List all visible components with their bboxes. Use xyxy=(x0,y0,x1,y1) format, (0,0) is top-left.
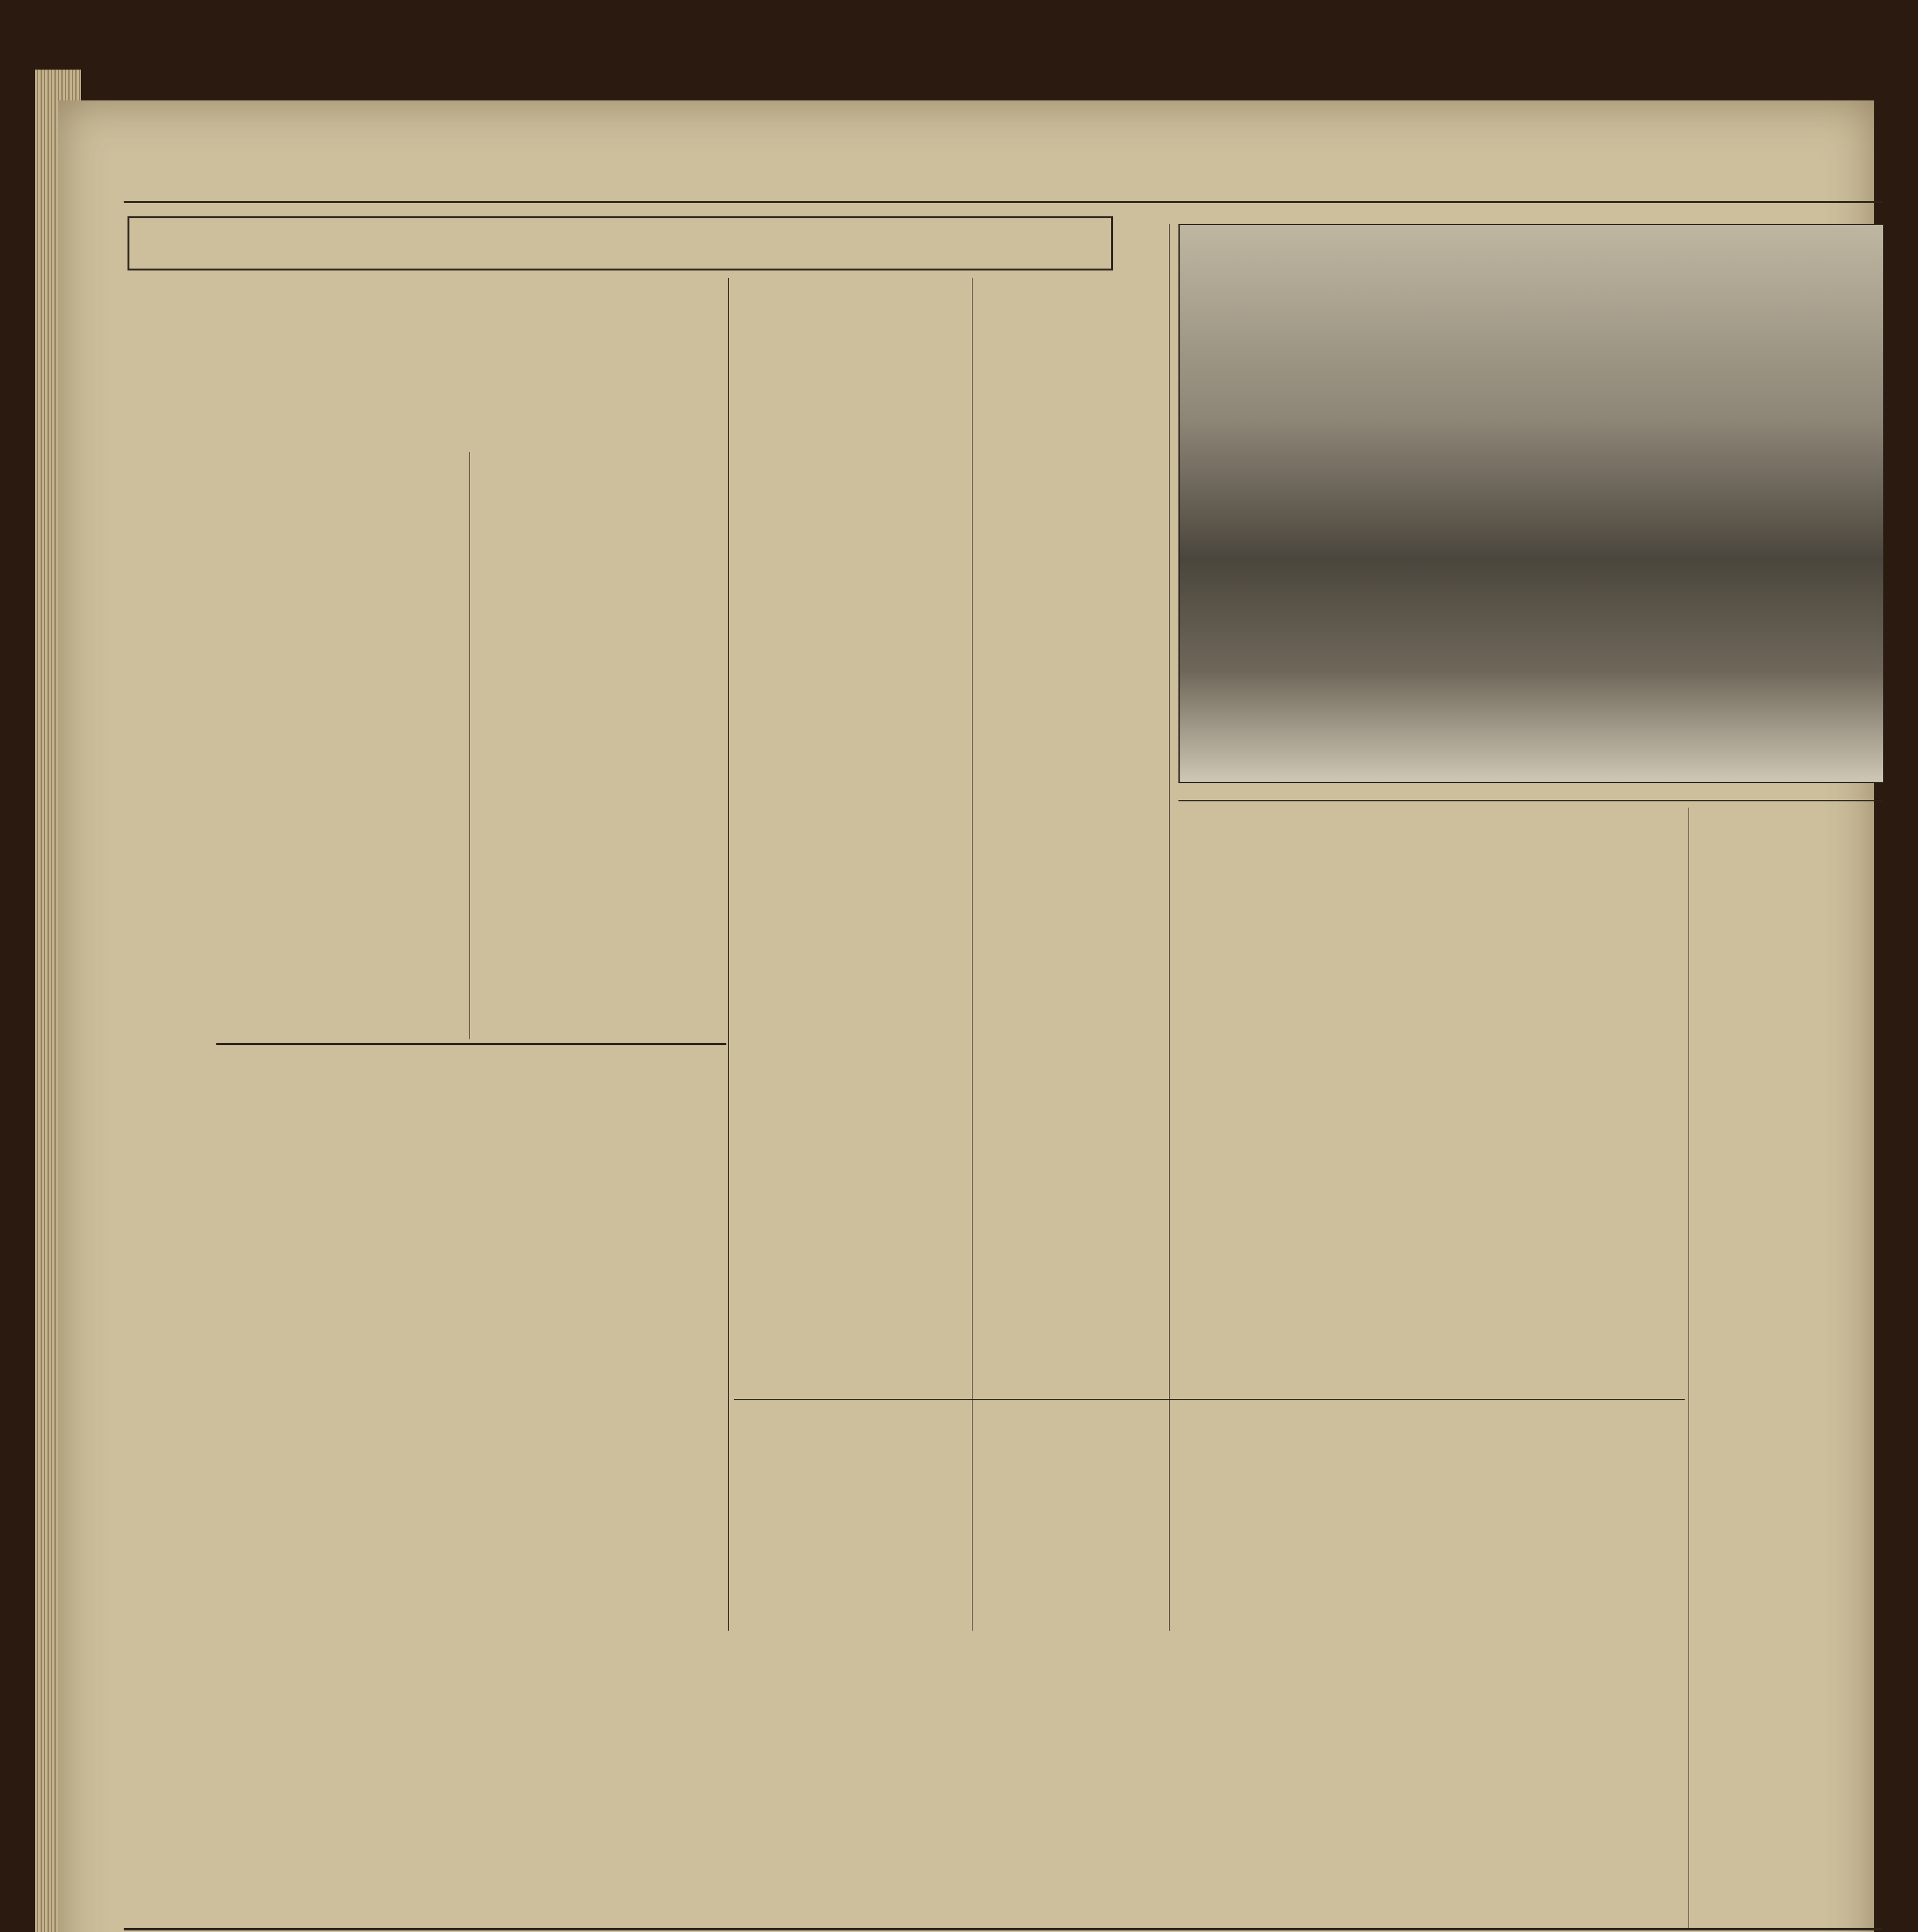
resolutions-col1 xyxy=(216,452,464,1032)
section-rule xyxy=(124,1928,1882,1930)
strike-headline-block xyxy=(216,1051,726,1198)
starts-headline-block xyxy=(1178,808,1685,858)
irian-article xyxy=(981,278,1163,974)
militia-col2 xyxy=(1240,1476,1488,1917)
section-rule xyxy=(1178,800,1882,801)
column-rule xyxy=(728,278,729,1631)
section-rule xyxy=(216,1043,726,1045)
winter-park-photo xyxy=(1178,224,1884,783)
section-rule xyxy=(734,1399,1685,1400)
resolutions-headline-block xyxy=(216,278,730,444)
strike-col2 xyxy=(475,1198,723,1634)
resolutions-col2 xyxy=(475,452,723,1032)
editor-line xyxy=(1507,1905,1878,1924)
column-rule xyxy=(1688,808,1689,1928)
header-rule xyxy=(124,201,1882,203)
column-rule xyxy=(469,452,470,1039)
militia-headline-block xyxy=(920,1406,1685,1472)
prize-article xyxy=(1696,808,1882,1287)
section-banner xyxy=(128,216,1113,270)
page-header xyxy=(124,170,1878,197)
radio-tv-block xyxy=(1696,1507,1882,1897)
militia-col1 xyxy=(981,1476,1229,1917)
starts-col2 xyxy=(1433,862,1681,1391)
militia-col3 xyxy=(1495,1476,1681,1901)
notice-block xyxy=(1696,1291,1882,1507)
resolutions-col3-top xyxy=(746,278,962,444)
starts-col1 xyxy=(1178,862,1426,1391)
strike-col1 xyxy=(216,1198,464,1634)
